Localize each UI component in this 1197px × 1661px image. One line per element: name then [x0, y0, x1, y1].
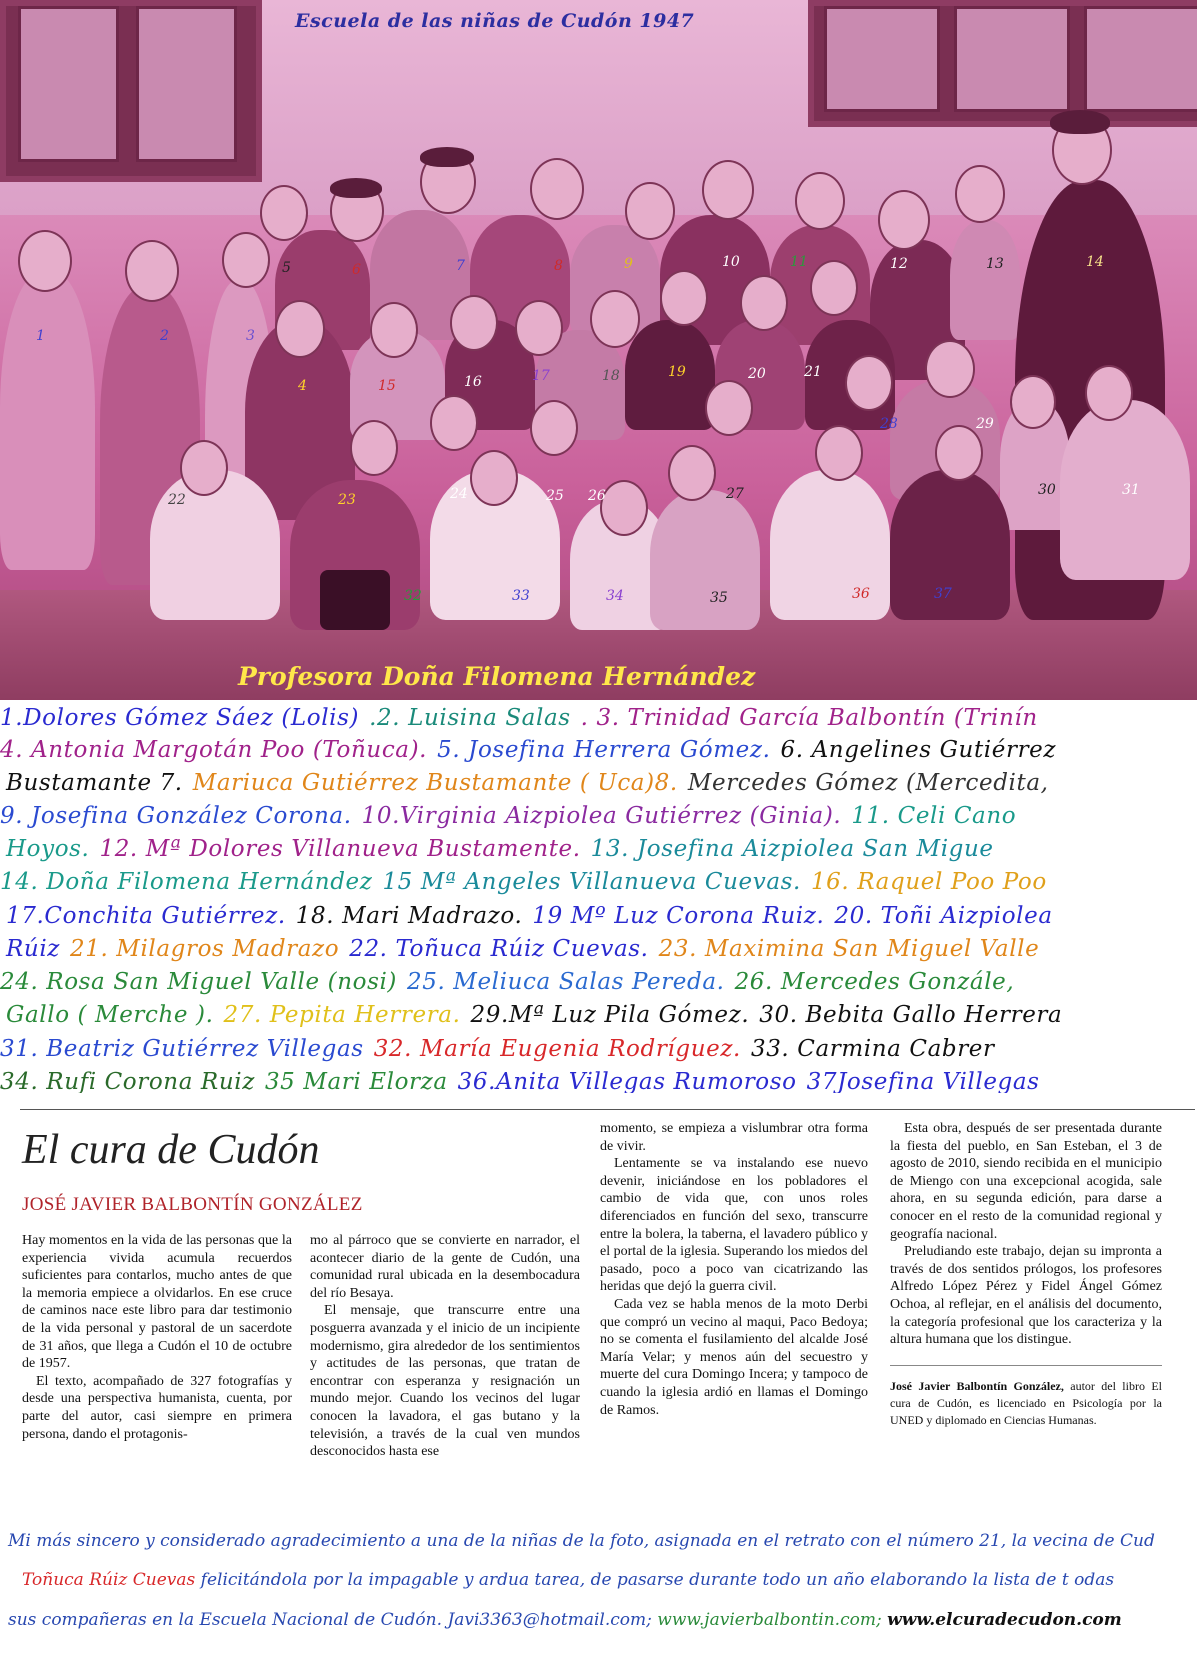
name-line: [0, 803, 1026, 829]
photo-number: 35: [710, 590, 728, 606]
student-name: 5. Josefina Herrera Gómez.: [437, 737, 771, 763]
student-name: 37Josefina Villegas: [806, 1069, 1040, 1093]
student-name: 9. Josefina González Corona.: [0, 803, 352, 829]
student-name: Bustamante 7.: [6, 770, 183, 796]
photo-number: 17: [532, 368, 550, 384]
name-line: [6, 770, 1059, 796]
name-line: [6, 1002, 1072, 1028]
name-line: [0, 969, 1024, 995]
paragraph: Esta obra, después de ser presentada durante la fiesta del pueblo, en San Esteban, el 3 de agosto de 2010, siendo recibida en el municipio de Miengo con una excepcional acogida, sale ahora, en su segunda edición, para darse a conocer en el resto de la comunidad regional y geografía nacional.: [890, 1121, 1162, 1242]
photo-number: 18: [602, 368, 620, 384]
website-link-1[interactable]: www.javierbalbontin.com;: [657, 1610, 882, 1630]
student-name: 32. María Eugenia Rodríguez.: [373, 1036, 741, 1062]
photo-number: 27: [726, 486, 744, 502]
student-name: 26. Mercedes Gonzále,: [734, 969, 1015, 995]
name-line: [0, 705, 1048, 731]
name-line: [6, 836, 1004, 862]
thanks-text: sus compañeras en la Escuela Nacional de Cudón.: [8, 1610, 443, 1630]
photo-number: 21: [804, 364, 822, 380]
student-name: 10.Virginia Aizpiolea Gutiérrez (Ginia).: [361, 803, 842, 829]
newspaper-article: [0, 1118, 1197, 1518]
student-name: 35 Mari Elorza: [264, 1069, 448, 1093]
student-name: 12. Mª Dolores Villanueva Bustamente.: [99, 836, 581, 862]
name-line: [6, 936, 1049, 962]
student-name: 33. Carmina Cabrer: [750, 1036, 995, 1062]
author-note-name: José Javier Balbontín González,: [890, 1378, 1064, 1393]
student-name: 27. Pepita Herrera.: [223, 1002, 461, 1028]
photo-number: 19: [668, 364, 686, 380]
student-name-list: [0, 703, 1197, 1093]
photo-number: 34: [606, 588, 624, 604]
photo-number: 36: [852, 586, 870, 602]
student-name: Mariuca Gutiérrez Bustamante ( Uca)8.: [192, 770, 678, 796]
photo-number: 9: [624, 256, 633, 272]
name-line: [0, 1069, 1050, 1093]
photo-number: 33: [512, 588, 530, 604]
photo-number: 1: [36, 328, 45, 344]
author-note: [890, 1365, 1162, 1429]
article-column-3: [600, 1120, 868, 1419]
student-name: 18. Mari Madrazo.: [295, 903, 523, 929]
photo-number: 37: [934, 586, 952, 602]
student-name: 13. Josefina Aizpiolea San Migue: [590, 836, 994, 862]
student-name: 34. Rufi Corona Ruiz: [0, 1069, 255, 1093]
article-column-2: [310, 1232, 580, 1461]
teacher-caption: Profesora Doña Filomena Hernández: [238, 662, 756, 691]
website-link-2[interactable]: www.elcuradecudon.com: [887, 1610, 1122, 1630]
photo-number: 16: [464, 374, 482, 390]
name-line: [6, 903, 1063, 929]
photo-number: 15: [378, 378, 396, 394]
student-name: 29.Mª Luz Pila Gómez.: [470, 1002, 750, 1028]
paragraph: Hay momentos en la vida de las personas que la experiencia vivida acumula recuerdos suficientes para contarlos, mucho antes de que la memoria empiece a olvidarlos. En ese cruce de caminos nace este libro para dar testimonio de la vida personal y pastoral de un sacerdote de 31 años, que llega a Cudón el 10 de octubre de 1957.: [22, 1233, 292, 1372]
student-name: 16. Raquel Poo Poo: [810, 869, 1047, 895]
student-name: 11. Celi Cano: [851, 803, 1017, 829]
paragraph: Cada vez se habla menos de la moto Derbi que compró un vecino al maqui, Paco Bedoya; no se comenta el fusilamiento del alcalde José María Velar; y menos aún del secuestro y muerte del cura Domingo Incera; y tampoco de cuando la iglesia ardió en llamas el Domingo de Ramos.: [600, 1296, 868, 1418]
paragraph: Lentamente se va instalando ese nuevo devenir, iniciándose en los pobladores el cambio de vida que, con unos roles diferenciados en función del sexo, transcurre entre la bolera, la taberna, el lavadero público y el portal de la iglesia. Superando los miedos del pasado, poco a poco van cicatrizando las heridas que dejó la guerra civil.: [600, 1156, 868, 1295]
student-name: 19 Mº Luz Corona Ruiz.: [532, 903, 825, 929]
photo-number: 8: [554, 258, 563, 274]
thanks-line-1: [8, 1531, 1155, 1551]
name-line: [0, 1036, 1005, 1062]
photo-number: 12: [890, 256, 908, 272]
thanks-text: Mi más sincero y considerado agradecimiento a una de la niñas de la foto, asignada en el retrato con el número 21, la vecina de Cud: [8, 1531, 1155, 1551]
photo-window-left: [0, 0, 262, 182]
photo-number: 5: [282, 260, 291, 276]
paragraph: El mensaje, que transcurre entre una posguerra avanzada y el inicio de un incipiente modernismo, gira alrededor de los sentimientos y actitudes de las personas, que tratan de encontrar con esperanza y resignación un mundo mejor. Cuando los vecinos del lugar conocen la lavadora, el gas butano y la televisión, a través de la cual ven mundos desconocidos hasta ese: [310, 1303, 580, 1460]
article-column-1: [22, 1232, 292, 1443]
student-name: Rúiz: [6, 936, 61, 962]
paragraph: Preludiando este trabajo, dejan su impronta a través de dos sentidos prólogos, los profesores Alfredo López Pérez y Fidel Ángel Gómez Ochoa, al reflejar, en el análisis del documento, la categoría profesional que los caracteriza y la altura humana que los distingue.: [890, 1244, 1162, 1348]
photo-number: 11: [790, 254, 808, 270]
photo-number: 6: [352, 262, 361, 278]
student-name: 17.Conchita Gutiérrez.: [6, 903, 286, 929]
student-name: . 3. Trinidad García Balbontín (Trinín: [580, 705, 1038, 731]
article-author: JOSÉ JAVIER BALBONTÍN GONZÁLEZ: [22, 1194, 363, 1215]
student-name: 20. Toñi Aizpiolea: [834, 903, 1053, 929]
student-name: 22. Toñuca Rúiz Cuevas.: [349, 936, 649, 962]
section-divider: [20, 1109, 1195, 1110]
student-name: 25. Meliuca Salas Pereda.: [407, 969, 725, 995]
photo-number: 14: [1086, 254, 1104, 270]
photo-number: 23: [338, 492, 356, 508]
photo-number: 3: [246, 328, 255, 344]
photo-number: 4: [298, 378, 307, 394]
name-line: [0, 869, 1057, 895]
student-name: 24. Rosa San Miguel Valle (nosi): [0, 969, 398, 995]
paragraph: mo al párroco que se convierte en narrador, el acontecer diario de la gente de Cudón, una comunidad rural ubicada en la desembocadura del río Besaya.: [310, 1233, 580, 1301]
photo-number: 29: [976, 416, 994, 432]
photo-number: 2: [160, 328, 169, 344]
school-photo: [0, 0, 1197, 700]
photo-number: 20: [748, 366, 766, 382]
name-line: [0, 737, 1066, 763]
photo-number: 28: [880, 416, 898, 432]
photo-number: 32: [404, 588, 422, 604]
thanks-name: Toñuca Rúiz Cuevas: [22, 1570, 196, 1590]
thanks-line-2: [22, 1570, 1114, 1590]
student-name: 14. Doña Filomena Hernández: [0, 869, 373, 895]
student-name: Hoyos.: [6, 836, 90, 862]
paragraph: momento, se empieza a vislumbrar otra forma de vivir.: [600, 1121, 868, 1154]
photo-number: 10: [722, 254, 740, 270]
photo-number: 26: [588, 488, 606, 504]
photo-number: 22: [168, 492, 186, 508]
thanks-text: felicitándola por la impagable y ardua tarea, de pasarse durante todo un año elaborando la lista de t odas: [200, 1570, 1115, 1590]
photo-number: 7: [456, 258, 465, 274]
student-name: 15 Mª Angeles Villanueva Cuevas.: [382, 869, 801, 895]
student-name: 30. Bebita Gallo Herrera: [759, 1002, 1063, 1028]
photo-number: 30: [1038, 482, 1056, 498]
student-name: Gallo ( Merche ).: [6, 1002, 214, 1028]
student-name: 6. Angelines Gutiérrez: [780, 737, 1057, 763]
photo-window-right: [808, 0, 1197, 127]
student-name: 36.Anita Villegas Rumoroso: [457, 1069, 797, 1093]
photo-caption: Escuela de las niñas de Cudón 1947: [295, 10, 695, 32]
photo-number: 25: [546, 488, 564, 504]
thanks-line-3: [8, 1610, 1122, 1630]
paragraph: El texto, acompañado de 327 fotografías y desde una perspectiva humanista, cuenta, por parte del autor, casi siempre en primera persona, dando el protagonis-: [22, 1373, 292, 1442]
student-name: Mercedes Gómez (Mercedita,: [687, 770, 1049, 796]
article-title: El cura de Cudón: [22, 1127, 320, 1173]
student-name: .2. Luisina Salas: [369, 705, 571, 731]
article-column-4: [890, 1120, 1162, 1429]
email-link[interactable]: Javi3363@hotmail.com;: [447, 1610, 652, 1630]
student-name: 31. Beatriz Gutiérrez Villegas: [0, 1036, 364, 1062]
student-name: 4. Antonia Margotán Poo (Toñuca).: [0, 737, 428, 763]
photo-number: 24: [450, 486, 468, 502]
photo-number: 31: [1122, 482, 1140, 498]
author-note-text: autor del libro El cura de Cudón, es licenciado en Psicología por la UNED y diplomado en Ciencias Humanas.: [890, 1378, 1162, 1427]
photo-number: 13: [986, 256, 1004, 272]
student-name: 23. Maximina San Miguel Valle: [658, 936, 1040, 962]
student-name: 1.Dolores Gómez Sáez (Lolis): [0, 705, 360, 731]
student-name: 21. Milagros Madrazo: [70, 936, 340, 962]
